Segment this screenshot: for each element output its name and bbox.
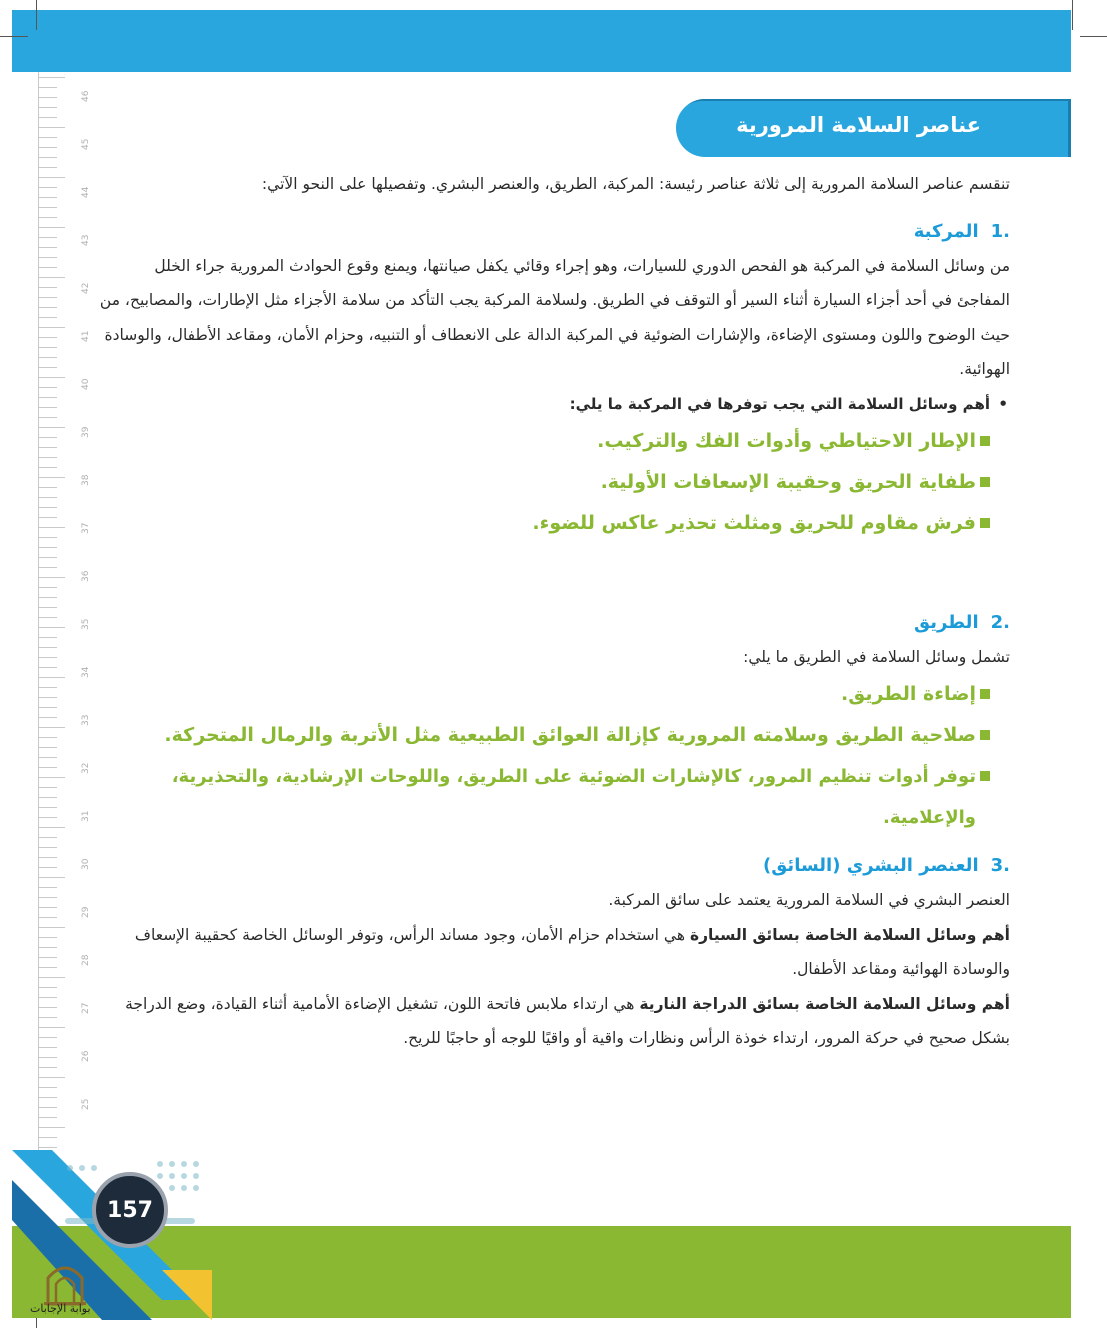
ruler-label: 42 (81, 282, 91, 294)
ruler-tick (39, 397, 57, 398)
motorcycle-text: هي ارتداء ملابس فاتحة اللون، تشغيل الإضاءة الأمامية أثناء القيادة، وضع الدراجة بشكل صحيح في حركة المرور، ارتداء خوذة الرأس ونظارات واقية أو واقيًا للوجه أو حاجبًا للريح. (125, 994, 1010, 1047)
section-heading (98, 606, 1010, 640)
ruler-tick (39, 217, 57, 218)
section-human (98, 849, 1010, 1056)
ruler-tick (39, 237, 57, 238)
page-number: 157 (107, 1197, 153, 1223)
ruler-tick (39, 87, 57, 88)
page-number-badge (92, 1172, 168, 1248)
ruler-tick (39, 947, 57, 948)
ruler-tick (39, 177, 65, 178)
crop-mark (1072, 0, 1073, 30)
ruler-label: 38 (81, 474, 91, 486)
ruler-tick (39, 567, 57, 568)
ruler-tick (39, 517, 57, 518)
section-number: .1 (990, 220, 1010, 242)
list-item-text: توفر أدوات تنظيم المرور، كالإشارات الضوئية على الطريق، واللوحات الإرشادية، والتحذيرية، والإعلامية. (171, 766, 976, 828)
ruler-tick (39, 677, 65, 678)
list-item (98, 503, 1010, 544)
ruler-tick (39, 157, 57, 158)
list-item-text: الإطار الاحتياطي وأدوات الفك والتركيب. (597, 429, 976, 452)
ruler-tick (39, 377, 65, 378)
bullet-text: أهم وسائل السلامة التي يجب توفرها في المركبة ما يلي: (569, 394, 990, 413)
ruler-label: 35 (81, 618, 91, 630)
ruler-tick (39, 547, 57, 548)
ruler-tick (39, 537, 57, 538)
ruler-label: 25 (81, 1098, 91, 1110)
ruler-tick (39, 117, 57, 118)
list-item-text: فرش مقاوم للحريق ومثلث تحذير عاكس للضوء. (532, 511, 976, 534)
ruler-tick (39, 287, 57, 288)
ruler-label: 45 (81, 138, 91, 150)
ruler-tick (39, 777, 65, 778)
ruler-tick (39, 447, 57, 448)
top-color-band (12, 10, 1071, 72)
list-item (98, 674, 1010, 715)
ruler-tick (39, 607, 57, 608)
ruler-tick (39, 337, 57, 338)
list-item (98, 421, 1010, 462)
list-item (98, 462, 1010, 503)
ruler-label: 44 (81, 186, 91, 198)
section-title: العنصر البشري (السائق) (762, 855, 979, 876)
ruler-tick (39, 1087, 57, 1088)
margin-ruler (38, 72, 99, 1152)
ruler-tick (39, 137, 57, 138)
driver-lead: أهم وسائل السلامة الخاصة بسائق السيارة (689, 925, 1010, 944)
ruler-tick (39, 1047, 57, 1048)
ruler-tick (39, 857, 57, 858)
ruler-tick (39, 417, 57, 418)
list-item-text: طفاية الحريق وحقيبة الإسعافات الأولية. (600, 470, 976, 493)
ruler-tick (39, 657, 57, 658)
ruler-tick (39, 767, 57, 768)
ruler-tick (39, 277, 65, 278)
square-bullet-icon (980, 477, 990, 487)
ruler-tick (39, 847, 57, 848)
ruler-tick (39, 887, 57, 888)
ruler-tick (39, 427, 65, 428)
ruler-tick (39, 107, 57, 108)
section-paragraph: العنصر البشري في السلامة المرورية يعتمد على سائق المركبة. (608, 891, 1010, 909)
ruler-label: 28 (81, 954, 91, 966)
ruler-tick (39, 197, 57, 198)
section-title: الطريق (913, 611, 979, 633)
ruler-tick (39, 897, 57, 898)
ruler-tick (39, 367, 57, 368)
section-header-pill (676, 99, 1071, 157)
ruler-tick (39, 987, 57, 988)
ruler-tick (39, 387, 57, 388)
ruler-tick (39, 557, 57, 558)
ruler-tick (39, 977, 65, 978)
square-bullet-icon (980, 730, 990, 740)
ruler-tick (39, 917, 57, 918)
ruler-label: 33 (81, 714, 91, 726)
vehicle-items-list (98, 421, 1010, 544)
square-bullet-icon (980, 689, 990, 699)
motorcycle-safety-paragraph (98, 987, 1010, 1056)
ruler-label: 43 (81, 234, 91, 246)
driver-text: هي استخدام حزام الأمان، وجود مساند الرأس، وتوفر الوسائل الخاصة كحقيبة الإسعاف والوسادة الهوائية ومقاعد الأطفال. (134, 925, 1010, 978)
ruler-tick (39, 737, 57, 738)
ruler-tick (39, 617, 57, 618)
ruler-tick (39, 1027, 65, 1028)
ruler-tick (39, 637, 57, 638)
ruler-tick (39, 477, 65, 478)
ruler-tick (39, 747, 57, 748)
motorcycle-lead: أهم وسائل السلامة الخاصة بسائق الدراجة النارية (639, 994, 1010, 1013)
bullet-line (98, 387, 1010, 421)
section-number: .3 (990, 855, 1010, 876)
road-items-list (98, 674, 1010, 828)
ruler-tick (39, 487, 57, 488)
crop-mark (36, 0, 37, 30)
ruler-tick (39, 837, 57, 838)
ruler-tick (39, 97, 57, 98)
ruler-tick (39, 757, 57, 758)
ruler-tick (39, 957, 57, 958)
section-number: .2 (990, 611, 1010, 633)
ruler-tick (39, 1117, 57, 1118)
ruler-label: 36 (81, 570, 91, 582)
ruler-label: 31 (81, 810, 91, 822)
ruler-tick (39, 1077, 65, 1078)
ruler-tick (39, 687, 57, 688)
ruler-tick (39, 1107, 57, 1108)
ruler-tick (39, 927, 65, 928)
list-item (98, 756, 1010, 828)
ruler-tick (39, 207, 57, 208)
crop-mark (1080, 36, 1107, 37)
ruler-tick (39, 1137, 57, 1138)
section-title: المركبة (913, 220, 979, 242)
ruler-tick (39, 967, 57, 968)
ruler-label: 46 (81, 90, 91, 102)
ruler-tick (39, 1127, 65, 1128)
section-heading (98, 849, 1010, 883)
ruler-tick (39, 1007, 57, 1008)
ruler-tick (39, 167, 57, 168)
ruler-tick (39, 317, 57, 318)
ruler-tick (39, 457, 57, 458)
square-bullet-icon (980, 518, 990, 528)
ruler-tick (39, 707, 57, 708)
ruler-label: 34 (81, 666, 91, 678)
section-vehicle (98, 215, 1010, 544)
ruler-label: 30 (81, 858, 91, 870)
ruler-tick (39, 327, 65, 328)
bullet-dot-icon: • (998, 394, 1008, 413)
section-heading (98, 215, 1010, 249)
ruler-tick (39, 727, 65, 728)
crop-mark (0, 36, 28, 37)
ruler-tick (39, 717, 57, 718)
ruler-tick (39, 587, 57, 588)
ruler-tick (39, 597, 57, 598)
answers-gate-logo-icon (40, 1256, 90, 1306)
ruler-label: 26 (81, 1050, 91, 1062)
page-title: عناصر السلامة المرورية (736, 113, 981, 137)
square-bullet-icon (980, 771, 990, 781)
ruler-tick (39, 1147, 57, 1148)
ruler-tick (39, 867, 57, 868)
section-paragraph: من وسائل السلامة في المركبة هو الفحص الدوري للسيارات، وهو إجراء وقائي يكفل صيانتها، ويمنع وقوع الحوادث المرورية جراء الخلل المفاجئ في أحد أجزاء السيارة أثناء السير أو التوقف في الطريق. ولسلامة المركبة يجب التأكد من سلامة الأجزاء مثل الإطارات، والمصابيح، من حيث الوضوح واللون ومستوى الإضاءة، والإشارات الضوئية في المركبة الدالة على الانعطاف أو التنبيه، وحزام الأمان، ومقاعد الأطفال، والوسادة الهوائية. (99, 256, 1010, 378)
ruler-tick (39, 527, 65, 528)
list-item (98, 715, 1010, 756)
ruler-tick (39, 227, 65, 228)
ruler-tick (39, 357, 57, 358)
page-content (98, 165, 1010, 1056)
ruler-tick (39, 497, 57, 498)
section-road (98, 606, 1010, 828)
square-bullet-icon (980, 436, 990, 446)
ruler-tick (39, 507, 57, 508)
ruler-tick (39, 787, 57, 788)
ruler-tick (39, 247, 57, 248)
ruler-tick (39, 817, 57, 818)
ruler-tick (39, 627, 65, 628)
ruler-tick (39, 127, 65, 128)
ruler-tick (39, 467, 57, 468)
ruler-tick (39, 647, 57, 648)
ruler-tick (39, 997, 57, 998)
ruler-tick (39, 827, 65, 828)
ruler-label: 39 (81, 426, 91, 438)
ruler-label: 32 (81, 762, 91, 774)
list-item-text: صلاحية الطريق وسلامته المرورية كإزالة العوائق الطبيعية مثل الأتربة والرمال المتحركة. (164, 724, 976, 746)
ruler-label: 29 (81, 906, 91, 918)
ruler-tick (39, 147, 57, 148)
ruler-tick (39, 577, 65, 578)
ruler-label: 37 (81, 522, 91, 534)
ruler-tick (39, 307, 57, 308)
ruler-tick (39, 187, 57, 188)
ruler-tick (39, 877, 65, 878)
driver-safety-paragraph (98, 918, 1010, 987)
answers-gate-label: بوابة الإجابات (30, 1302, 91, 1315)
ruler-tick (39, 257, 57, 258)
section-paragraph: تشمل وسائل السلامة في الطريق ما يلي: (743, 647, 1010, 666)
ruler-tick (39, 907, 57, 908)
ruler-tick (39, 77, 65, 78)
ruler-label: 40 (81, 378, 91, 390)
ruler-tick (39, 697, 57, 698)
ruler-label: 27 (81, 1002, 91, 1014)
intro-paragraph: تنقسم عناصر السلامة المرورية إلى ثلاثة عناصر رئيسة: المركبة، الطريق، والعنصر البشري. وتفصيلها على النحو الآتي: (261, 175, 1010, 193)
ruler-tick (39, 937, 57, 938)
ruler-tick (39, 347, 57, 348)
ruler-tick (39, 1037, 57, 1038)
ruler-tick (39, 1097, 57, 1098)
ruler-tick (39, 807, 57, 808)
ruler-tick (39, 297, 57, 298)
ruler-tick (39, 267, 57, 268)
ruler-label: 41 (81, 330, 91, 342)
ruler-tick (39, 667, 57, 668)
ruler-tick (39, 1067, 57, 1068)
ruler-tick (39, 797, 57, 798)
ruler-tick (39, 1017, 57, 1018)
ruler-tick (39, 1057, 57, 1058)
list-item-text: إضاءة الطريق. (840, 683, 976, 705)
ruler-tick (39, 437, 57, 438)
ruler-tick (39, 407, 57, 408)
